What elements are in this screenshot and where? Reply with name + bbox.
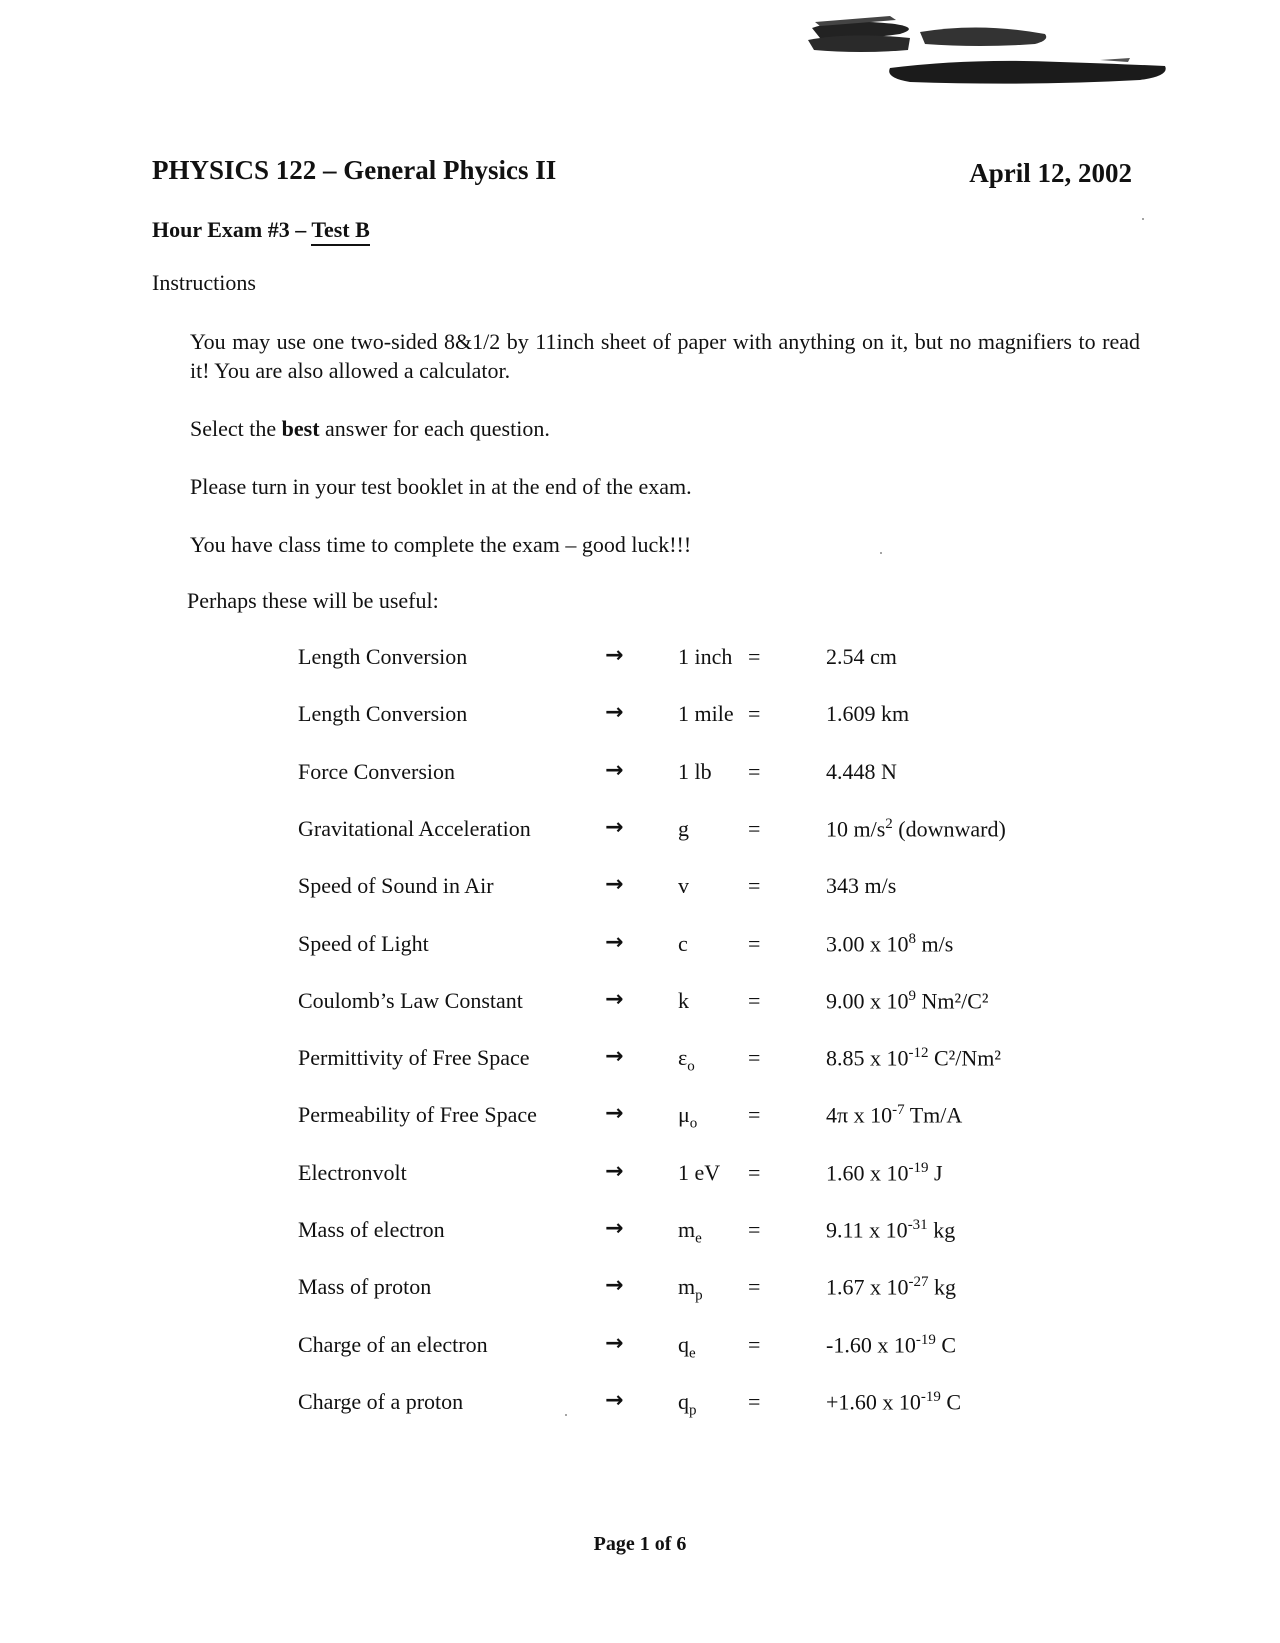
- equals-sign: =: [748, 1045, 761, 1070]
- constant-row: [0, 1332, 1280, 1372]
- value-main: 2.54 cm: [826, 644, 897, 669]
- arrow-icon: →: [605, 758, 624, 783]
- constant-value: [826, 1274, 956, 1300]
- instructions-paragraph-time: You have class time to complete the exam – good luck!!!: [190, 532, 692, 557]
- constant-name: Gravitational Acceleration: [298, 816, 531, 841]
- constant-name: Permeability of Free Space: [298, 1102, 537, 1127]
- symbol-main: k: [678, 988, 689, 1013]
- constant-value: [826, 931, 953, 957]
- constant-row: [0, 1045, 1280, 1085]
- value-main: 1.609 km: [826, 701, 910, 726]
- value-main: 1.60 x 10: [826, 1160, 909, 1186]
- value-exponent: -19: [915, 1332, 936, 1348]
- constant-name: Coulomb’s Law Constant: [298, 988, 523, 1013]
- value-main: 4π x 10: [826, 1102, 893, 1128]
- value-exponent: -19: [908, 1160, 929, 1176]
- symbol-subscript: o: [689, 1115, 698, 1132]
- course-title: PHYSICS 122 – General Physics II: [152, 155, 557, 185]
- value-unit: J: [928, 1160, 943, 1186]
- value-exponent: -19: [920, 1389, 941, 1405]
- constant-value: [826, 873, 896, 899]
- arrow-icon: →: [605, 1044, 624, 1069]
- exam-label: Hour Exam #3 –: [152, 217, 312, 242]
- constant-symbol: [678, 988, 689, 1014]
- constant-name: Mass of proton: [298, 1274, 432, 1299]
- constant-row: [0, 1102, 1280, 1142]
- symbol-subscript: e: [689, 1345, 696, 1362]
- constant-name: Length Conversion: [298, 644, 468, 669]
- constant-value: [826, 988, 988, 1014]
- arrow-icon: →: [605, 1388, 624, 1413]
- symbol-main: q: [678, 1389, 689, 1414]
- constant-symbol: [678, 1332, 696, 1362]
- constant-name: Electronvolt: [298, 1160, 407, 1185]
- select-text-bold: best: [281, 416, 320, 441]
- value-exponent: 8: [908, 931, 916, 947]
- symbol-main: c: [678, 931, 688, 956]
- value-unit: (downward): [892, 816, 1006, 842]
- value-main: +1.60 x 10: [826, 1389, 921, 1415]
- constant-value: [826, 1332, 956, 1358]
- arrow-icon: →: [605, 1273, 624, 1298]
- instructions-paragraph-useful: Perhaps these will be useful:: [187, 588, 439, 613]
- equals-sign: =: [748, 1217, 761, 1242]
- constant-row: [0, 988, 1280, 1028]
- equals-sign: =: [748, 931, 761, 956]
- scan-speck: [880, 552, 882, 554]
- symbol-subscript: p: [695, 1287, 703, 1304]
- constant-symbol: [678, 873, 689, 899]
- constant-name: Charge of a proton: [298, 1389, 464, 1414]
- constant-row: [0, 701, 1280, 741]
- symbol-main: ε: [678, 1045, 688, 1070]
- constant-symbol: [678, 701, 734, 727]
- instructions-paragraph-select: [190, 414, 1140, 443]
- value-main: 4.448 N: [826, 759, 897, 784]
- constant-symbol: [678, 931, 688, 957]
- symbol-main: v: [678, 873, 689, 898]
- value-main: -1.60 x 10: [826, 1332, 916, 1358]
- symbol-main: m: [678, 1274, 696, 1299]
- equals-sign: =: [748, 759, 761, 784]
- instructions-heading: Instructions: [152, 270, 256, 295]
- equals-sign: =: [748, 1274, 761, 1299]
- value-unit: C: [940, 1389, 962, 1415]
- select-text-pre: Select the: [190, 416, 282, 441]
- constant-row: [0, 873, 1280, 913]
- instructions-paragraph-materials: You may use one two-sided 8&1/2 by 11inch sheet of paper with anything on it, but no magnifiers to read it! You are also allowed a calculator.: [190, 329, 1140, 383]
- constant-row: [0, 644, 1280, 684]
- equals-sign: =: [748, 816, 761, 841]
- constant-row: [0, 1217, 1280, 1257]
- constant-symbol: [678, 1045, 695, 1075]
- symbol-subscript: e: [695, 1230, 702, 1247]
- exam-date: April 12, 2002: [969, 158, 1132, 188]
- equals-sign: =: [748, 1102, 761, 1127]
- arrow-icon: →: [605, 643, 624, 668]
- equals-sign: =: [748, 988, 761, 1013]
- constant-row: [0, 1160, 1280, 1200]
- constant-row: [0, 816, 1280, 856]
- value-exponent: 2: [885, 816, 893, 832]
- symbol-main: 1 inch: [678, 644, 733, 669]
- scan-speck: [1142, 218, 1144, 220]
- arrow-icon: →: [605, 815, 624, 840]
- value-main: 9.00 x 10: [826, 988, 909, 1014]
- arrow-icon: →: [605, 1216, 624, 1241]
- constant-name: Charge of an electron: [298, 1332, 488, 1357]
- equals-sign: =: [748, 873, 761, 898]
- value-main: 8.85 x 10: [826, 1045, 909, 1071]
- constant-row: [0, 1389, 1280, 1429]
- arrow-icon: →: [605, 1101, 624, 1126]
- constant-value: [826, 1102, 962, 1128]
- constant-value: [826, 644, 897, 670]
- constant-row: [0, 1274, 1280, 1314]
- arrow-icon: →: [605, 1331, 624, 1356]
- constant-symbol: [678, 1389, 697, 1419]
- value-exponent: -31: [907, 1217, 928, 1233]
- symbol-main: m: [678, 1217, 696, 1242]
- equals-sign: =: [748, 1160, 761, 1185]
- arrow-icon: →: [605, 872, 624, 897]
- value-main: 343 m/s: [826, 873, 897, 898]
- value-main: 9.11 x 10: [826, 1217, 908, 1243]
- constant-value: [826, 1389, 961, 1415]
- constant-name: Permittivity of Free Space: [298, 1045, 530, 1070]
- arrow-icon: →: [605, 1159, 624, 1184]
- constant-symbol: [678, 1217, 702, 1247]
- symbol-subscript: o: [687, 1058, 695, 1075]
- scan-speck: [565, 1414, 567, 1416]
- value-unit: C²/Nm²: [928, 1045, 1001, 1071]
- arrow-icon: →: [605, 987, 624, 1012]
- constant-symbol: [678, 644, 732, 670]
- value-unit: m/s: [916, 931, 954, 957]
- constant-row: [0, 759, 1280, 799]
- arrow-icon: →: [605, 930, 624, 955]
- redacted-name-scribble: [800, 10, 1200, 90]
- constant-symbol: [678, 1160, 720, 1186]
- value-main: 3.00 x 10: [826, 931, 909, 957]
- constant-value: [826, 1045, 1001, 1071]
- equals-sign: =: [748, 1332, 761, 1357]
- constant-name: Speed of Light: [298, 931, 429, 956]
- equals-sign: =: [748, 1389, 761, 1414]
- constant-value: [826, 759, 897, 785]
- value-exponent: -7: [892, 1102, 905, 1118]
- constant-symbol: [678, 1274, 703, 1304]
- instructions-paragraph-turn-in: Please turn in your test booklet in at the end of the exam.: [190, 474, 692, 499]
- constant-name: Speed of Sound in Air: [298, 873, 494, 898]
- constant-value: [826, 1217, 955, 1243]
- value-unit: kg: [928, 1274, 956, 1300]
- page-number: Page 1 of 6: [593, 1533, 687, 1555]
- constant-value: [826, 701, 909, 727]
- symbol-main: g: [678, 816, 689, 841]
- value-main: 1.67 x 10: [826, 1274, 909, 1300]
- value-exponent: -27: [908, 1274, 929, 1290]
- constant-name: Force Conversion: [298, 759, 456, 784]
- constant-value: [826, 816, 1006, 842]
- symbol-main: 1 eV: [678, 1160, 721, 1185]
- exam-test-version: Test B: [311, 217, 369, 246]
- value-unit: Tm/A: [904, 1102, 963, 1128]
- constant-name: Mass of electron: [298, 1217, 445, 1242]
- equals-sign: =: [748, 701, 761, 726]
- value-unit: C: [935, 1332, 957, 1358]
- value-unit: Nm²/C²: [916, 988, 989, 1014]
- symbol-main: μ: [678, 1102, 690, 1127]
- constant-symbol: [678, 759, 712, 785]
- value-unit: kg: [927, 1217, 956, 1243]
- symbol-main: 1 lb: [678, 759, 712, 784]
- value-exponent: 9: [908, 988, 916, 1004]
- constant-name: Length Conversion: [298, 701, 468, 726]
- constant-row: [0, 931, 1280, 971]
- constant-symbol: [678, 816, 689, 842]
- equals-sign: =: [748, 644, 761, 669]
- value-exponent: -12: [908, 1045, 929, 1061]
- exam-subtitle: [152, 217, 370, 243]
- symbol-main: q: [678, 1332, 689, 1357]
- value-main: 10 m/s: [826, 816, 886, 842]
- arrow-icon: →: [605, 700, 624, 725]
- constant-value: [826, 1160, 943, 1186]
- constant-symbol: [678, 1102, 697, 1132]
- select-text-post: answer for each question.: [319, 416, 550, 441]
- symbol-subscript: p: [689, 1402, 697, 1419]
- symbol-main: 1 mile: [678, 701, 734, 726]
